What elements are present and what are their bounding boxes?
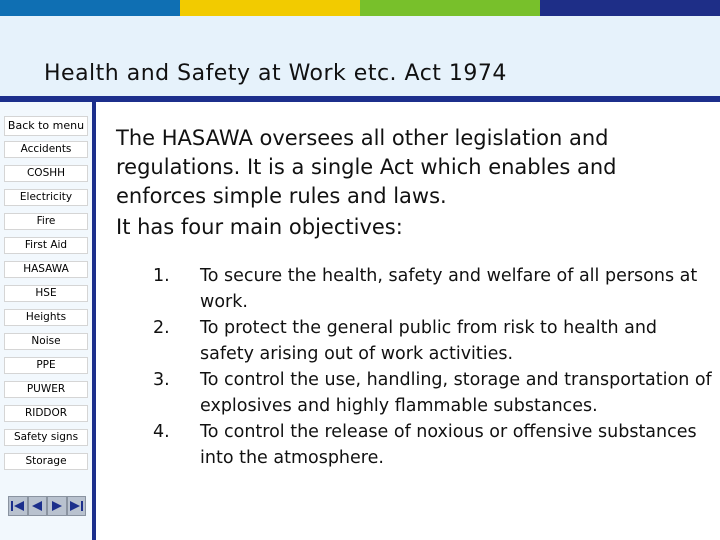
slide-navigation: [8, 496, 86, 516]
list-item-text: To control the use, handling, storage and transportation of explosives and highly flammable substances.: [200, 370, 712, 416]
stripe-yellow: [180, 0, 360, 16]
stripe-blue: [0, 0, 180, 16]
sidebar-item-back-to-menu[interactable]: Back to menu: [4, 116, 88, 136]
sidebar-item-first-aid[interactable]: First Aid: [4, 237, 88, 254]
sidebar-item-accidents[interactable]: Accidents: [4, 141, 88, 158]
next-icon[interactable]: [47, 496, 67, 516]
stripe-green: [360, 0, 540, 16]
main-content: [116, 124, 706, 242]
list-item-text: To secure the health, safety and welfare of all persons at work.: [200, 266, 698, 312]
sidebar-item-noise[interactable]: Noise: [4, 333, 88, 350]
sidebar-item-hasawa[interactable]: HASAWA: [4, 261, 88, 278]
sidebar-item-riddor[interactable]: RIDDOR: [4, 405, 88, 422]
objectives-list: [153, 264, 713, 472]
header: [0, 16, 720, 96]
stripe-navy: [540, 0, 720, 16]
sidebar-item-storage[interactable]: Storage: [4, 453, 88, 470]
intro-paragraph: The HASAWA oversees all other legislation and regulations. It is a single Act which enables and enforces simple rules and laws.: [116, 126, 617, 208]
list-item-text: To protect the general public from risk to health and safety arising out of work activities.: [200, 318, 658, 364]
list-item: [153, 316, 713, 367]
list-item-number: 3.: [153, 370, 170, 390]
list-item-number: 2.: [153, 318, 170, 338]
sidebar-divider: [92, 102, 96, 540]
skip-last-icon[interactable]: [67, 496, 87, 516]
previous-icon[interactable]: [28, 496, 48, 516]
objectives-lead: It has four main objectives:: [116, 215, 403, 239]
sidebar-item-fire[interactable]: Fire: [4, 213, 88, 230]
list-item-number: 1.: [153, 266, 170, 286]
skip-first-icon[interactable]: [8, 496, 28, 516]
sidebar: [0, 102, 92, 540]
sidebar-item-hse[interactable]: HSE: [4, 285, 88, 302]
list-item: [153, 264, 713, 315]
list-item: [153, 368, 713, 419]
color-stripe: [0, 0, 720, 16]
sidebar-item-safety-signs[interactable]: Safety signs: [4, 429, 88, 446]
page-title: Health and Safety at Work etc. Act 1974: [44, 61, 507, 86]
list-item-number: 4.: [153, 422, 170, 442]
list-item-text: To control the release of noxious or offensive substances into the atmosphere.: [200, 422, 697, 468]
sidebar-item-puwer[interactable]: PUWER: [4, 381, 88, 398]
header-divider: [0, 96, 720, 102]
list-item: [153, 420, 713, 471]
sidebar-item-electricity[interactable]: Electricity: [4, 189, 88, 206]
sidebar-item-heights[interactable]: Heights: [4, 309, 88, 326]
sidebar-item-coshh[interactable]: COSHH: [4, 165, 88, 182]
sidebar-item-ppe[interactable]: PPE: [4, 357, 88, 374]
